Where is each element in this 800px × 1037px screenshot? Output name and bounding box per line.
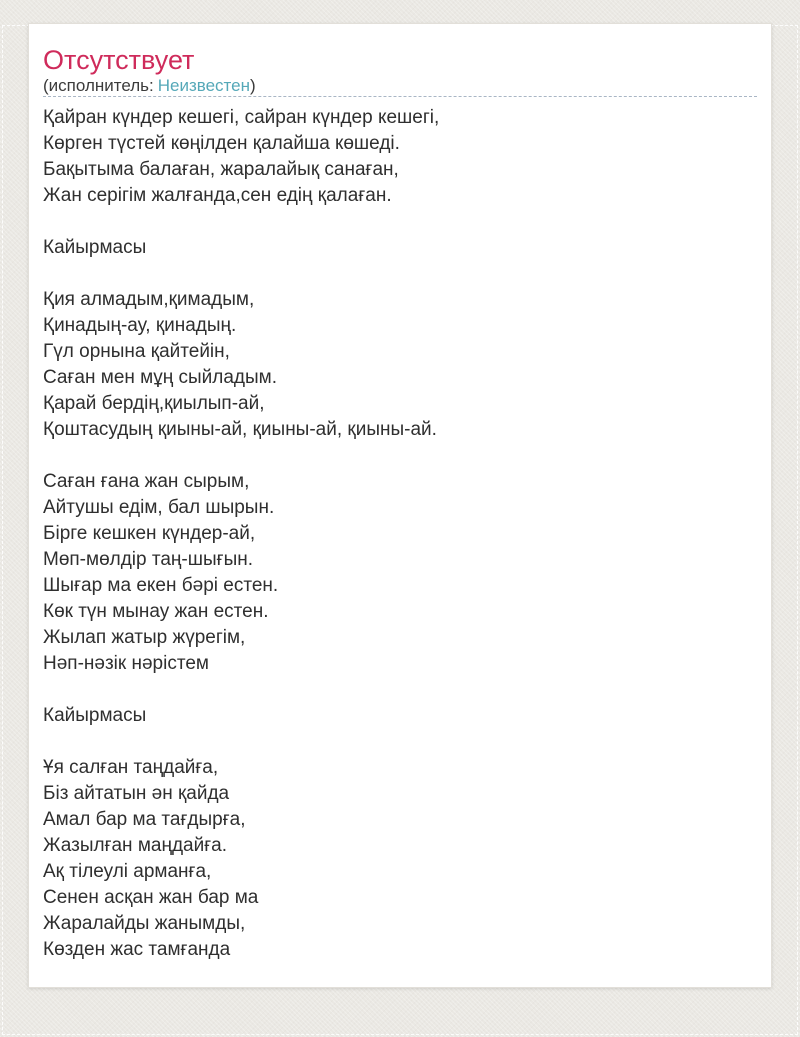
lyrics-line: Гүл орнына қайтейін, xyxy=(43,341,230,362)
lyrics-line: Сенен асқан жан бар ма xyxy=(43,887,259,908)
song-header xyxy=(43,44,757,97)
lyrics-line: Ақ тілеулі арманға, xyxy=(43,861,212,882)
lyrics-line: Саған мен мұң сыйладым. xyxy=(43,367,278,388)
lyrics-line xyxy=(43,729,757,755)
lyrics-line xyxy=(43,261,757,287)
lyrics-line: Қинадың-ау, қинадың. xyxy=(43,315,237,336)
page xyxy=(0,23,800,1037)
artist-link[interactable]: Неизвестен xyxy=(157,76,250,95)
lyrics-line: Жылап жатыр жүрегім, xyxy=(43,627,246,648)
artist-close-paren: ) xyxy=(250,76,256,95)
lyrics-line: Көзден жас тамғанда xyxy=(43,939,231,960)
lyrics-line: Жаралайды жанымды, xyxy=(43,913,246,934)
lyrics-line: Көрген түстей көңілден қалайша көшеді. xyxy=(43,133,400,154)
lyrics-line xyxy=(43,677,757,703)
lyrics-line: Кайырмасы xyxy=(43,237,147,258)
lyrics-line: Қарай бердің,қиылып-ай, xyxy=(43,393,265,414)
lyrics-line: Шығар ма екен бәрі естен. xyxy=(43,575,279,596)
lyrics-line: Бірге кешкен күндер-ай, xyxy=(43,523,256,544)
lyrics-line: Мөп-мөлдір таң-шығын. xyxy=(43,549,254,570)
lyrics-line: Саған ғана жан сырым, xyxy=(43,471,250,492)
lyrics-line: Кайырмасы xyxy=(43,705,147,726)
lyrics-text xyxy=(43,105,757,963)
lyrics-line: Ұя салған таңдайға, xyxy=(43,757,219,778)
lyrics-line: Қайран күндер кешегі, сайран күндер кешегі, xyxy=(43,107,440,128)
lyrics-line: Нәп-нәзік нәрістем xyxy=(43,653,209,674)
lyrics-card xyxy=(28,23,772,988)
lyrics-line: Көк түн мынау жан естен. xyxy=(43,601,269,622)
lyrics-line xyxy=(43,209,757,235)
lyrics-line: Амал бар ма тағдырға, xyxy=(43,809,246,830)
lyrics-line: Біз айтатын ән қайда xyxy=(43,783,230,804)
artist-label: (исполнитель: xyxy=(43,76,154,95)
lyrics-line: Бақытыма балаған, жаралайық санаған, xyxy=(43,159,399,180)
artist-line xyxy=(43,76,757,97)
lyrics-line: Қоштасудың қиыны-ай, қиыны-ай, қиыны-ай. xyxy=(43,419,437,440)
song-title: Отсутствует xyxy=(43,45,195,75)
lyrics-line: Жазылған маңдайға. xyxy=(43,835,227,856)
lyrics-line: Қия алмадым,қимадым, xyxy=(43,289,255,310)
lyrics-line: Айтушы едім, бал шырын. xyxy=(43,497,275,518)
lyrics-line xyxy=(43,443,757,469)
lyrics-line: Жан серігім жалғанда,сен едің қалаған. xyxy=(43,185,392,206)
